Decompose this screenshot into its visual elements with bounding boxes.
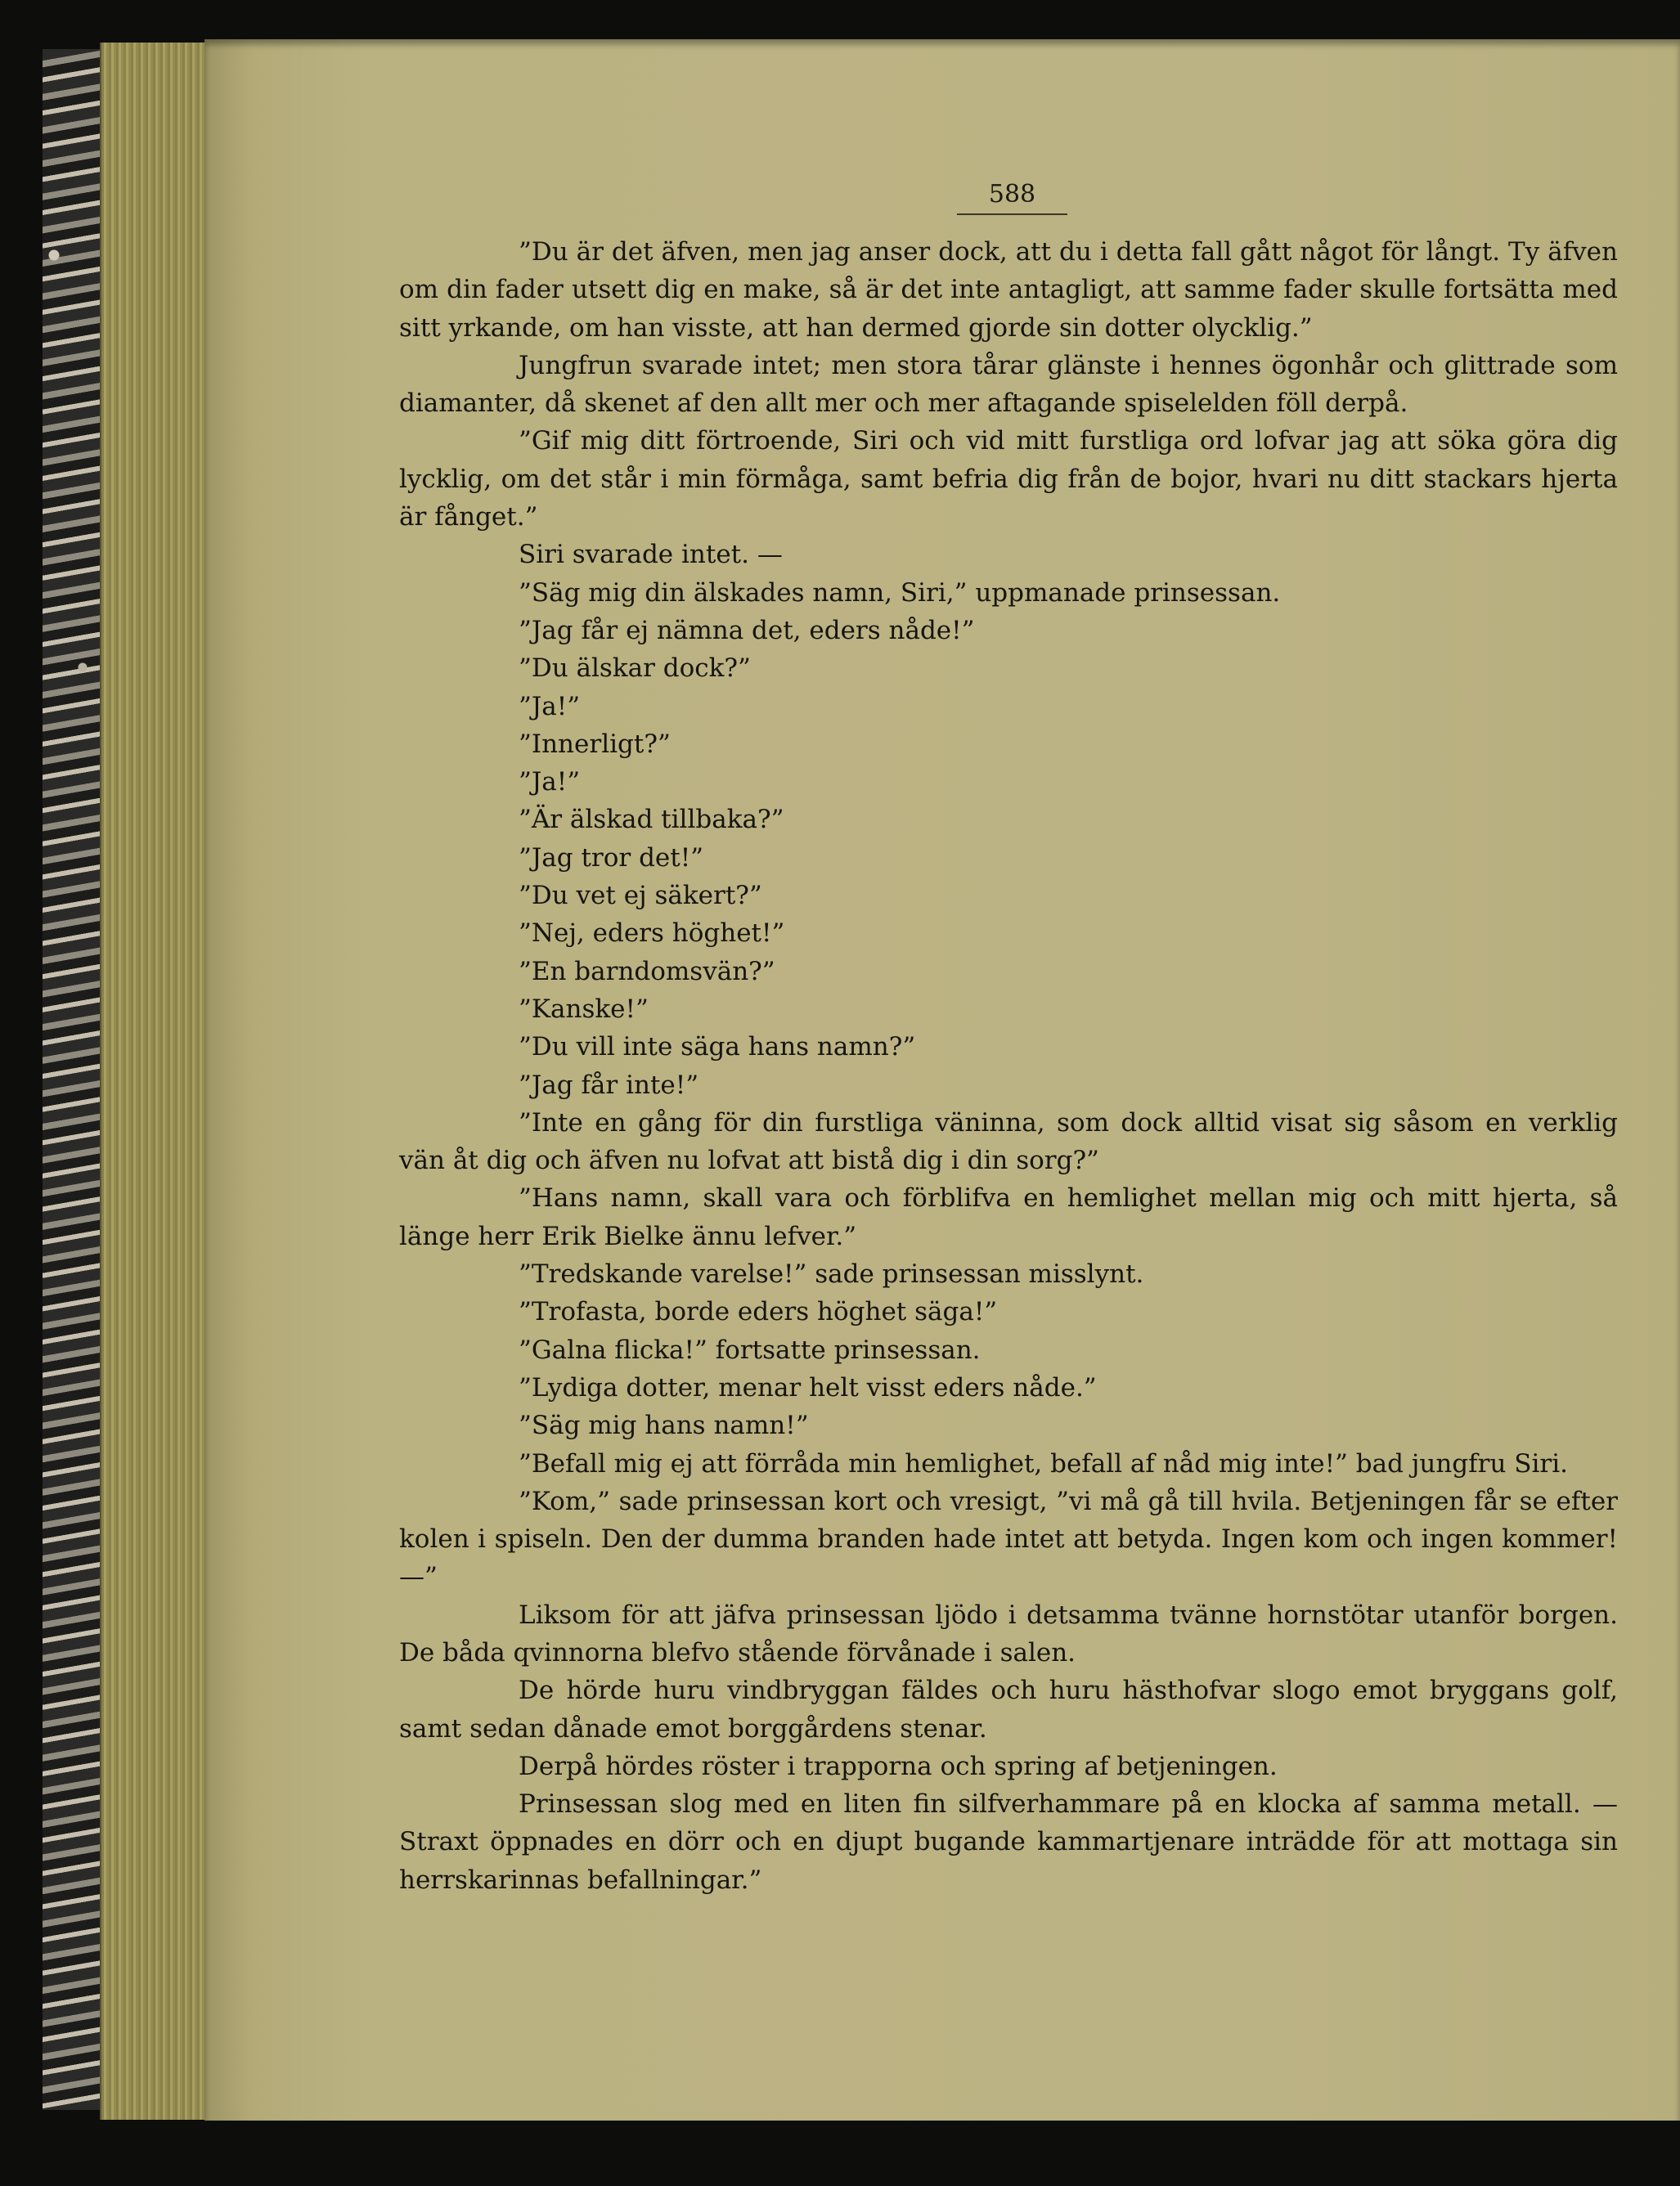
paragraph: ”Jag får inte!” — [519, 1070, 699, 1100]
paragraph: Jungfrun svarade intet; men stora tårar glänste i hennes ögonhår och glittrade som diamanter, då skenet af den allt mer och mer aftagande spiselelden föll derpå. — [399, 350, 1618, 419]
paragraph: ”Gif mig ditt förtroende, Siri och vid mitt furstliga ord lofvar jag att söka göra dig lycklig, om det står i min förmåga, samt befria dig från de bojor, hvari nu ditt stackars hjerta är fånget.” — [399, 426, 1618, 532]
paragraph: ”Ja!” — [519, 767, 581, 797]
paragraph: ”Du vet ej säkert?” — [519, 881, 762, 911]
paragraph: ”Lydiga dotter, menar helt visst eders nåde.” — [519, 1372, 1097, 1403]
paragraph: ”Nej, eders höghet!” — [519, 918, 785, 949]
paragraph: ”Befall mig ej att förråda min hemlighet, befall af nåd mig inte!” bad jungfru Siri. — [519, 1448, 1569, 1479]
paragraph: ”Säg mig din älskades namn, Siri,” uppmanade prinsessan. — [519, 577, 1281, 608]
paragraph: Derpå hördes röster i trapporna och spring af betjeningen. — [519, 1751, 1278, 1781]
paragraph: ”Säg mig hans namn!” — [519, 1411, 809, 1441]
paragraph: ”Inte en gång för din furstliga väninna, som dock alltid visat sig såsom en verklig vän åt dig och äfven nu lofvat att bistå dig i din sorg?” — [399, 1107, 1618, 1176]
paragraph: ”Jag tror det!” — [519, 842, 704, 873]
paragraph: ”Du är det äfven, men jag anser dock, att du i detta fall gått något för långt. Ty äfven om din fader utsett dig en make, så är det inte antagligt, att samme fader skulle fortsätta med sitt yrkande, om han visste, att han dermed gjorde sin dotter olycklig.” — [399, 237, 1618, 343]
paragraph: ”Galna flicka!” fortsatte prinsessan. — [519, 1335, 981, 1365]
paragraph: Liksom för att jäfva prinsessan ljödo i detsamma tvänne hornstötar utanför borgen. De båda qvinnorna blefvo stående förvånade i salen. — [399, 1600, 1618, 1668]
paragraph: ”Kanske!” — [519, 994, 649, 1024]
paragraph: ”Innerligt?” — [519, 729, 671, 759]
paragraph: ”Tredskande varelse!” sade prinsessan misslynt. — [519, 1259, 1144, 1290]
paragraph: ”Du vill inte säga hans namn?” — [519, 1032, 916, 1062]
page-stack — [100, 43, 208, 2120]
paragraph: ”Kom,” sade prinsessan kort och vresigt, ”vi må gå till hvila. Betjeningen får se efter kolen i spiseln. Den der dumma branden hade intet att betyda. Ingen kom och ingen kommer! —” — [399, 1486, 1618, 1592]
paragraph: Siri svarade intet. — — [519, 540, 783, 570]
paragraph: ”En barndomsvän?” — [519, 956, 775, 986]
paragraph: ”Är älskad tillbaka?” — [519, 805, 784, 835]
paragraph: ”Jag får ej nämna det, eders nåde!” — [519, 615, 975, 645]
paragraph: Prinsessan slog med en liten fin silfverhammare på en klocka af samma metall. — Straxt öppnades en dörr och en djupt bugande kammartjenare inträdde för att mottaga sin herrskarinnas befallningar.” — [399, 1789, 1618, 1895]
paragraph: ”Hans namn, skall vara och förblifva en hemlighet mellan mig och mitt hjerta, så länge herr Erik Bielke ännu lefver.” — [399, 1183, 1618, 1251]
paragraph: ”Du älskar dock?” — [519, 653, 751, 684]
body-text — [399, 233, 1618, 1899]
paragraph: ”Ja!” — [519, 691, 581, 721]
book-edge — [43, 49, 102, 2110]
paragraph: De hörde huru vindbryggan fäldes och huru hästhofvar slogo emot bryggans golf, samt sedan dånade emot borggårdens stenar. — [399, 1676, 1618, 1744]
page-number: 588 — [957, 180, 1067, 215]
paragraph: ”Trofasta, borde eders höghet säga!” — [519, 1297, 998, 1327]
